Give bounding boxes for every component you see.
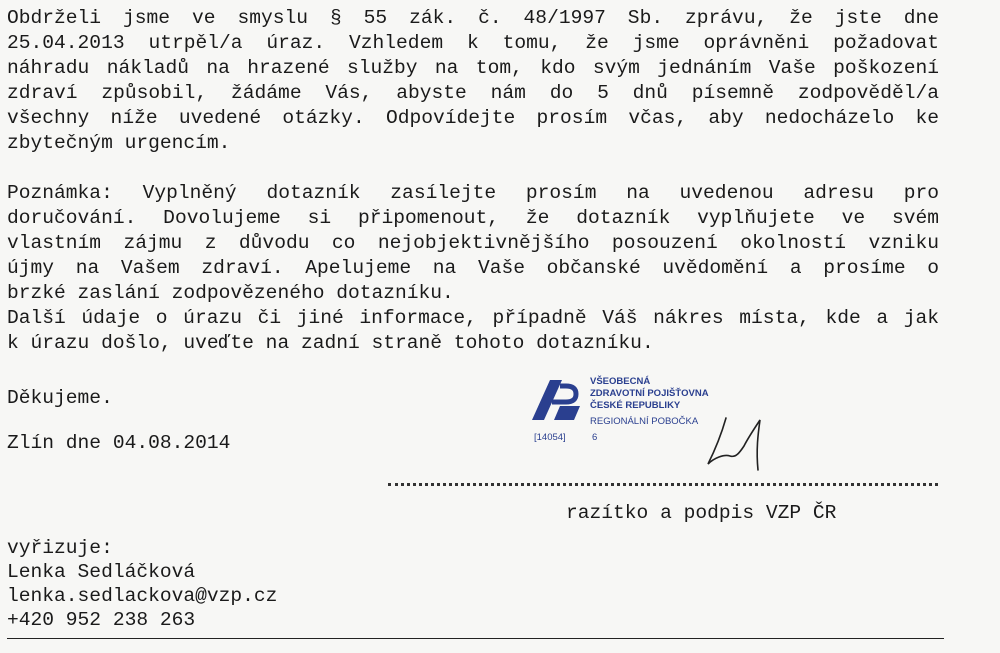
signature-icon <box>700 408 780 478</box>
stamp-line: ZDRAVOTNÍ POJIŠŤOVNA <box>590 388 709 399</box>
text-line: brzké zaslání zodpovězeného dotazníku. <box>7 282 454 304</box>
contact-label: vyřizuje: <box>7 537 113 559</box>
text-line: Obdrželi jsme ve smyslu § 55 zák. č. 48/1997 Sb. zprávu, že jste dne <box>7 7 939 29</box>
text-line: k úrazu došlo, uveďte na zadní straně tohoto dotazníku. <box>7 332 654 354</box>
text-line: zdraví způsobil, žádáme Vás, abyste nám do 5 dnů písemně zodpověděl/a <box>7 82 939 104</box>
text-line: náhradu nákladů na hrazené služby na tom, kdo svým jednáním Vaše poškození <box>7 57 939 79</box>
footer-rule <box>7 638 944 639</box>
text-line: vlastním zájmu z důvodu co nejobjektivnějšího posouzení okolností vzniku <box>7 232 939 254</box>
signature-line <box>388 483 938 486</box>
text-line: doručování. Dovolujeme si připomenout, že dotazník vyplňujete ve svém <box>7 207 939 229</box>
text-line: Poznámka: Vyplněný dotazník zasílejte prosím na uvedenou adresu pro <box>7 182 939 204</box>
thanks-text: Děkujeme. <box>7 387 113 409</box>
place-date: Zlín dne 04.08.2014 <box>7 432 231 454</box>
vzp-logo-icon <box>530 378 582 422</box>
contact-email: lenka.sedlackova@vzp.cz <box>7 585 278 607</box>
text-line: všechny níže uvedené otázky. Odpovídejte prosím včas, aby nedocházelo ke <box>7 107 939 129</box>
signature-caption: razítko a podpis VZP ČR <box>566 502 837 524</box>
text-line: zbytečným urgencím. <box>7 132 231 154</box>
stamp-line: ČESKÉ REPUBLIKY <box>590 400 681 411</box>
stamp-code: [14054] <box>534 432 566 443</box>
stamp-line: VŠEOBECNÁ <box>590 376 651 387</box>
text-line: Další údaje o úrazu či jiné informace, případně Váš nákres místa, kde a jak <box>7 307 939 329</box>
contact-name: Lenka Sedláčková <box>7 561 196 583</box>
text-line: újmy na Vašem zdraví. Apelujeme na Vaše občanské uvědomění a prosíme o <box>7 257 939 279</box>
text-line: 25.04.2013 utrpěl/a úraz. Vzhledem k tomu, že jsme oprávněni požadovat <box>7 32 939 54</box>
contact-phone: +420 952 238 263 <box>7 609 196 631</box>
stamp-branch: 6 <box>592 432 598 443</box>
stamp-line: REGIONÁLNÍ POBOČKA <box>590 416 699 427</box>
